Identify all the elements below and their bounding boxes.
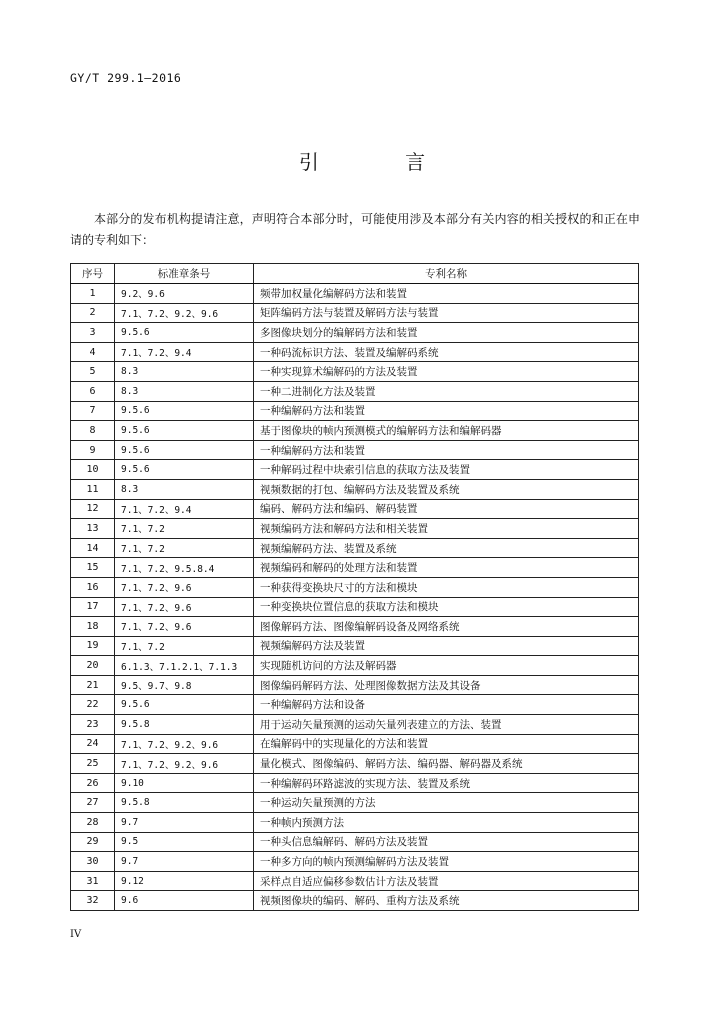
row-patent-name: 用于运动矢量预测的运动矢量列表建立的方法、装置 — [254, 715, 639, 735]
row-patent-name: 一种实现算术编解码的方法及装置 — [254, 362, 639, 382]
row-patent-name: 一种编解码方法和装置 — [254, 440, 639, 460]
row-number: 13 — [71, 519, 115, 539]
row-number: 9 — [71, 440, 115, 460]
row-number: 27 — [71, 793, 115, 813]
row-patent-name: 一种编解码环路滤波的实现方法、装置及系统 — [254, 773, 639, 793]
row-patent-name: 视频编解码方法、装置及系统 — [254, 538, 639, 558]
table-row — [71, 381, 639, 401]
row-number: 14 — [71, 538, 115, 558]
patent-table — [70, 263, 639, 911]
table-row — [71, 715, 639, 735]
table-row — [71, 303, 639, 323]
row-clause: 8.3 — [115, 362, 254, 382]
row-number: 4 — [71, 342, 115, 362]
row-clause: 9.7 — [115, 852, 254, 872]
row-number: 7 — [71, 401, 115, 421]
row-number: 15 — [71, 558, 115, 578]
row-patent-name: 量化模式、图像编码、解码方法、编码器、解码器及系统 — [254, 754, 639, 774]
row-patent-name: 在编解码中的实现量化的方法和装置 — [254, 734, 639, 754]
row-clause: 7.1、7.2 — [115, 538, 254, 558]
row-patent-name: 视频编码和解码的处理方法和装置 — [254, 558, 639, 578]
row-number: 19 — [71, 636, 115, 656]
table-row — [71, 323, 639, 343]
row-clause: 9.12 — [115, 871, 254, 891]
row-number: 23 — [71, 715, 115, 735]
row-patent-name: 视频编解码方法及装置 — [254, 636, 639, 656]
row-number: 17 — [71, 597, 115, 617]
table-row — [71, 499, 639, 519]
table-header-row — [71, 264, 639, 284]
table-row — [71, 832, 639, 852]
table-row — [71, 773, 639, 793]
row-patent-name: 编码、解码方法和编码、解码装置 — [254, 499, 639, 519]
row-clause: 9.10 — [115, 773, 254, 793]
row-clause: 9.5 — [115, 832, 254, 852]
row-number: 21 — [71, 675, 115, 695]
table-row — [71, 401, 639, 421]
row-patent-name: 一种头信息编解码、解码方法及装置 — [254, 832, 639, 852]
row-clause: 9.2、9.6 — [115, 284, 254, 304]
col-header-number: 序号 — [71, 264, 115, 284]
row-clause: 7.1、7.2、9.2、9.6 — [115, 754, 254, 774]
row-number: 5 — [71, 362, 115, 382]
row-patent-name: 图像编码解码方法、处理图像数据方法及其设备 — [254, 675, 639, 695]
row-clause: 8.3 — [115, 479, 254, 499]
row-patent-name: 采样点自适应偏移参数估计方法及装置 — [254, 871, 639, 891]
row-patent-name: 一种多方向的帧内预测编解码方法及装置 — [254, 852, 639, 872]
table-row — [71, 675, 639, 695]
table-row — [71, 852, 639, 872]
table-row — [71, 734, 639, 754]
page-number: IV — [70, 929, 82, 940]
row-clause: 9.5.6 — [115, 460, 254, 480]
row-patent-name: 一种帧内预测方法 — [254, 813, 639, 833]
table-row — [71, 656, 639, 676]
table-row — [71, 440, 639, 460]
row-number: 24 — [71, 734, 115, 754]
row-number: 31 — [71, 871, 115, 891]
row-patent-name: 一种二进制化方法及装置 — [254, 381, 639, 401]
row-clause: 7.1、7.2、9.6 — [115, 577, 254, 597]
row-patent-name: 基于图像块的帧内预测模式的编解码方法和编解码器 — [254, 421, 639, 441]
row-patent-name: 一种编解码方法和设备 — [254, 695, 639, 715]
row-number: 10 — [71, 460, 115, 480]
row-patent-name: 频带加权量化编解码方法和装置 — [254, 284, 639, 304]
row-clause: 7.1、7.2 — [115, 519, 254, 539]
row-number: 1 — [71, 284, 115, 304]
table-row — [71, 284, 639, 304]
row-patent-name: 一种码流标识方法、装置及编解码系统 — [254, 342, 639, 362]
row-clause: 9.6 — [115, 891, 254, 911]
row-clause: 8.3 — [115, 381, 254, 401]
row-clause: 9.5.6 — [115, 421, 254, 441]
row-clause: 7.1、7.2、9.5.8.4 — [115, 558, 254, 578]
row-number: 25 — [71, 754, 115, 774]
table-row — [71, 793, 639, 813]
table-row — [71, 479, 639, 499]
row-number: 32 — [71, 891, 115, 911]
row-patent-name: 一种变换块位置信息的获取方法和模块 — [254, 597, 639, 617]
row-patent-name: 一种获得变换块尺寸的方法和模块 — [254, 577, 639, 597]
row-clause: 7.1、7.2、9.6 — [115, 617, 254, 637]
row-clause: 7.1、7.2、9.4 — [115, 342, 254, 362]
table-row — [71, 577, 639, 597]
table-row — [71, 460, 639, 480]
row-number: 11 — [71, 479, 115, 499]
row-clause: 7.1、7.2 — [115, 636, 254, 656]
row-clause: 7.1、7.2、9.2、9.6 — [115, 303, 254, 323]
table-row — [71, 617, 639, 637]
table-row — [71, 538, 639, 558]
row-clause: 9.5.6 — [115, 695, 254, 715]
row-number: 28 — [71, 813, 115, 833]
row-clause: 9.7 — [115, 813, 254, 833]
row-number: 2 — [71, 303, 115, 323]
table-row — [71, 695, 639, 715]
table-row — [71, 421, 639, 441]
row-number: 3 — [71, 323, 115, 343]
table-row — [71, 342, 639, 362]
row-patent-name: 视频图像块的编码、解码、重构方法及系统 — [254, 891, 639, 911]
table-row — [71, 519, 639, 539]
row-clause: 7.1、7.2、9.4 — [115, 499, 254, 519]
row-clause: 9.5、9.7、9.8 — [115, 675, 254, 695]
row-clause: 9.5.6 — [115, 440, 254, 460]
row-number: 20 — [71, 656, 115, 676]
table-body — [71, 284, 639, 911]
table-row — [71, 362, 639, 382]
row-clause: 7.1、7.2、9.6 — [115, 597, 254, 617]
row-patent-name: 多图像块划分的编解码方法和装置 — [254, 323, 639, 343]
table-row — [71, 597, 639, 617]
row-clause: 9.5.6 — [115, 401, 254, 421]
col-header-clause: 标准章条号 — [115, 264, 254, 284]
row-patent-name: 一种运动矢量预测的方法 — [254, 793, 639, 813]
col-header-patent-name: 专利名称 — [254, 264, 639, 284]
table-row — [71, 636, 639, 656]
table-row — [71, 813, 639, 833]
row-patent-name: 视频编码方法和解码方法和相关装置 — [254, 519, 639, 539]
row-clause: 9.5.8 — [115, 793, 254, 813]
row-number: 16 — [71, 577, 115, 597]
row-number: 6 — [71, 381, 115, 401]
row-clause: 9.5.6 — [115, 323, 254, 343]
row-clause: 9.5.8 — [115, 715, 254, 735]
row-patent-name: 一种编解码方法和装置 — [254, 401, 639, 421]
row-number: 12 — [71, 499, 115, 519]
row-clause: 7.1、7.2、9.2、9.6 — [115, 734, 254, 754]
row-patent-name: 矩阵编码方法与装置及解码方法与装置 — [254, 303, 639, 323]
table-row — [71, 871, 639, 891]
row-patent-name: 一种解码过程中块索引信息的获取方法及装置 — [254, 460, 639, 480]
row-number: 8 — [71, 421, 115, 441]
row-patent-name: 视频数据的打包、编解码方法及装置及系统 — [254, 479, 639, 499]
table-row — [71, 558, 639, 578]
row-clause: 6.1.3、7.1.2.1、7.1.3 — [115, 656, 254, 676]
intro-paragraph: 本部分的发布机构提请注意，声明符合本部分时，可能使用涉及本部分有关内容的相关授权的和正在申请的专利如下： — [70, 212, 640, 247]
row-number: 18 — [71, 617, 115, 637]
row-patent-name: 实现随机访问的方法及解码器 — [254, 656, 639, 676]
row-number: 29 — [71, 832, 115, 852]
row-patent-name: 图像解码方法、图像编解码设备及网络系统 — [254, 617, 639, 637]
row-number: 26 — [71, 773, 115, 793]
table-row — [71, 891, 639, 911]
table-row — [71, 754, 639, 774]
row-number: 30 — [71, 852, 115, 872]
row-number: 22 — [71, 695, 115, 715]
standard-code: GY/T 299.1—2016 — [70, 71, 182, 85]
section-title: 引 言 — [298, 150, 466, 174]
